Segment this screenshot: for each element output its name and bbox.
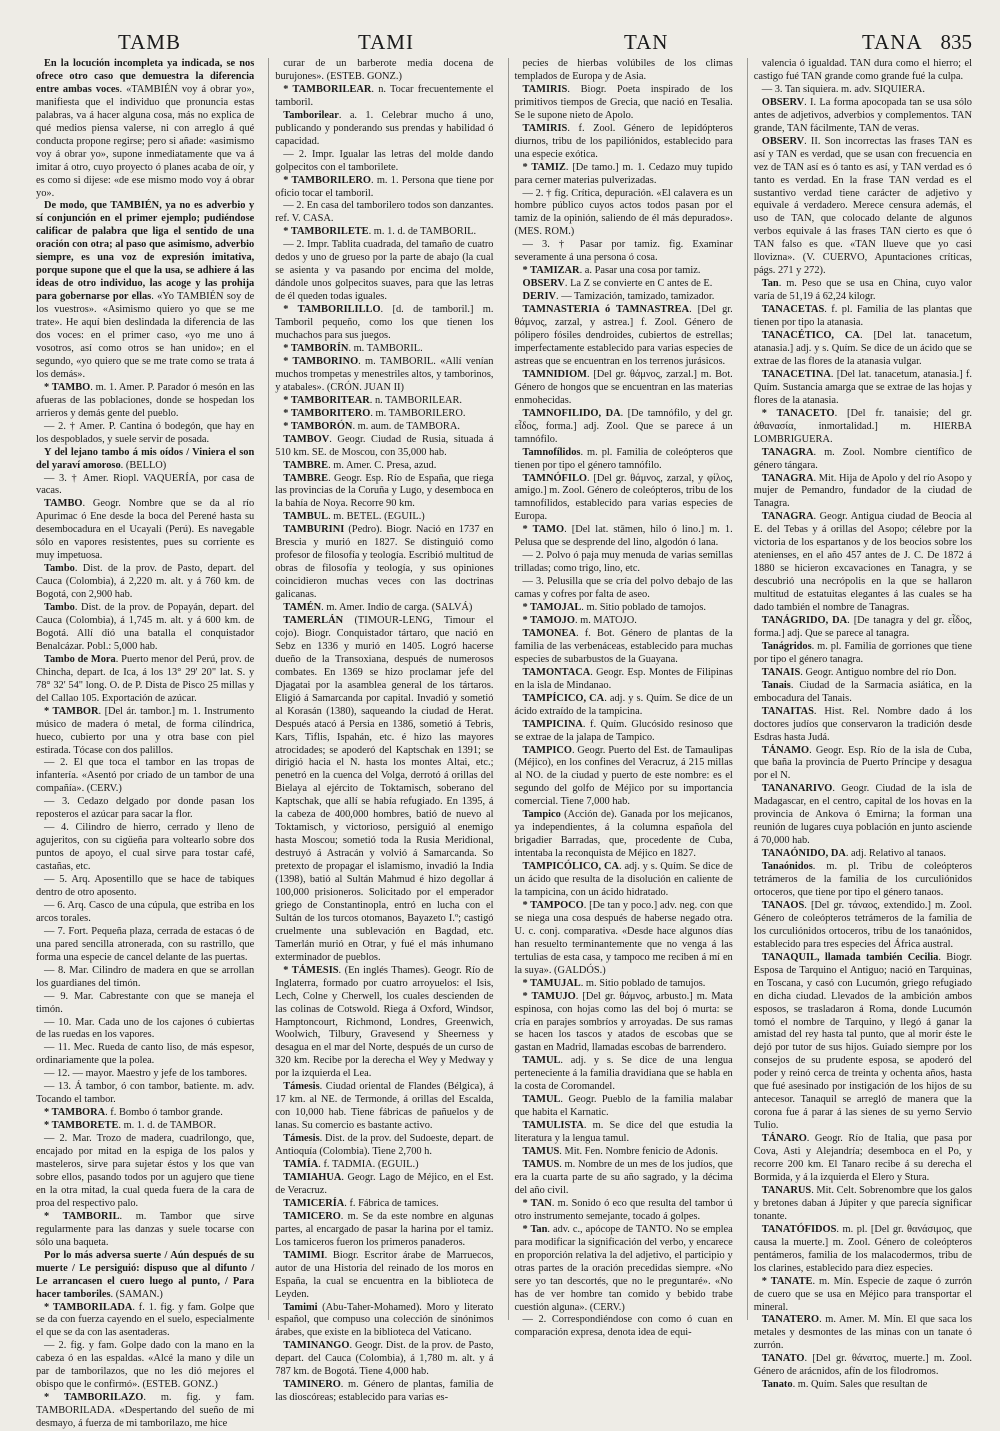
- dictionary-entry: * TAMBORA. f. Bombo ó tambor grande.: [44, 1107, 223, 1119]
- dictionary-entry: — 3. † Pasar por tamiz. fig. Examinar severamente á una persona ó cosa.: [514, 239, 733, 264]
- dictionary-entry: TAMUL. adj. y s. Se dice de una lengua perteneciente á la familia dravidiana que se habla en la costa de Coromandel.: [514, 1055, 733, 1093]
- dictionary-entry: * TAMBORITEAR. n. TAMBORILEAR.: [283, 394, 462, 406]
- dictionary-entry: TANACETAS. f. pl. Familia de las plantas que tienen por tipo la atanasia.: [753, 304, 972, 329]
- dictionary-entry: * TAMUJO. [Del gr. θάμνος, arbusto.] m. Mata espinosa, con hojas como las del boj ó murta: se cría en parajes sombríos y arroyadas. De sus ramas se hacen los tascos y atados de escobas que se gastan en Madrid, llamadas escobas de barrendero.: [514, 990, 733, 1054]
- dictionary-entry: OBSERV. II. Son incorrectas las frases TAN es así y TAN es verdad, que se usan con frecuencia en vez de TAN así es ó tanto es así, y TAN verdad es ó tanto es verdad. En la frase TAN verdad es el sustantivo verdad tiene carácter de adjetivo y equivale á verdadero. Merece censura además, el uso de TAN, que colocado delante de algunos verbos equivale á las frases TAN cierto es que ó TAN falso es que. «TAN llueve que yo casi llovizna». (V. CUERVO, Apuntaciones críticas, págs. 271 y 272).: [753, 135, 972, 277]
- dictionary-entry: TAMICERO. m. Se da este nombre en algunas partes, al encargado de pasar la harina por el tamiz. Los tamiceros fueron los primeros panaderos.: [275, 1210, 494, 1248]
- dictionary-entry: Tambo de Mora. Puerto menor del Perú, prov. de Chincha, depart. de Ica, á los 13° 29' 20" lat. S. y 78° 32' 54" long. O. de P. Dista de Pisco 25 millas y del Callao 105. Exportación de azúcar.: [36, 653, 255, 704]
- dictionary-entry: valencia ó igualdad. TAN dura como el hierro; el castigo fué TAN grande como grande fué la culpa.: [753, 58, 972, 82]
- dictionary-entry: * TAMBORILEAR. n. Tocar frecuentemente el tamboril.: [275, 83, 494, 108]
- column-2: [268, 58, 494, 1404]
- guide-word-4: TANA: [862, 30, 923, 54]
- dictionary-entry: — 4. Cilindro de hierro, cerrado y lleno de agujeritos, con su cigüeña para voltearlo sobre dos puntos de apoyo, el cual sirve para tostar café, castañas, etc.: [36, 822, 255, 873]
- dictionary-entry: — 12. — mayor. Maestro y jefe de los tambores.: [44, 1068, 248, 1080]
- dictionary-entry: TAMIRIS. f. Zool. Género de lepidópteros diurnos, tribu de los papiliónidos, establecido para una especie exótica.: [514, 122, 733, 160]
- dictionary-entry: OBSERV. I. La forma apocopada tan se usa sólo antes de adjetivos, adverbios y complementos. TAN grande, TAN fácilmente, TAN de veras.: [753, 96, 972, 134]
- dictionary-entry: * TANATE. m. Mín. Especie de zaque ó zurrón de cuero que se usa en Méjico para transportar el mineral.: [753, 1275, 972, 1313]
- dictionary-entry: * TAMBORITERO. m. TAMBORILERO.: [283, 407, 466, 419]
- dictionary-entry: * Tan. adv. c., apócope de TANTO. No se emplea para modificar la significación del verbo, y encarece en proporción relativa la del adjetivo, el participio y otras partes de la oración precedidas siempre. «No sere yo tan descortés, que no le preguntaré». «No has de ver hombre tan comido y bebido trabe cuestión alguna». (CERV.): [514, 1223, 733, 1313]
- dictionary-entry: * TÁMESIS. (En inglés Thames). Geogr. Río de Inglaterra, formado por cuatro arroyuelos: el Isis, Lech, Colne y Cherwell, los cuales descienden de las colinas de Cotswold. Riega á Oxford, Windsor, Hamptoncourt, Richmond, Londres, Greenwich, Woolwich, Tilbury, Gravesend y Sheerness y desagua en el mar del Norte, después de un curso de 320 km. Recibe por la derecha el Wey y Medway y por la izquierda el Lea.: [275, 964, 494, 1080]
- dictionary-entry: — 2. † fig. Crítica, depuración. «El calavera es un hombre público cuyos actos todos pasan por el tamiz de la opinión, saliendo de él más depurados». (MES. ROM.): [514, 187, 733, 238]
- dictionary-entry: TAMICERÍA. f. Fábrica de tamices.: [283, 1197, 439, 1209]
- dictionary-entry: Tanaónidos. m. pl. Tribu de coleópteros tetrámeros de la familia de los curculiónidos ortoceros, que tiene por tipo el género tanaos.: [753, 861, 972, 898]
- dictionary-entry: — 3. Tan siquiera. m. adv. SIQUIERA.: [761, 83, 925, 95]
- dictionary-entry: * TAMBORILERO. m. 1. Persona que tiene por oficio tocar el tamboril.: [275, 174, 494, 199]
- dictionary-entry: En la locución incompleta ya indicada, se nos ofrece otro caso que demuestra la diferencia entre ambas voces. «TAMBIÉN voy á obrar yo», manifiesta que el individuo que pronuncia estas palabras, va á hacer alguna cosa, más no explica de qué medios piensa valerse, ni con arreglo á qué conducta propone regirse; pero si añade: «asimismo voy á obrar yo», supone inmediatamente que va á imitar á otro, cuyo proyecto ó planes acaba de oír, y es como si dijese: «de ese mismo modo voy á obrar yo».: [36, 58, 255, 199]
- dictionary-entry: TAMONEA. f. Bot. Género de plantas de la familia de las verbenáceas, establecido para muchas especies de subarbustos de la Guayana.: [514, 627, 733, 665]
- dictionary-entry: Tamimi (Abu-Taher-Mohamed). Moro y literato español, que compuso una colección de sinónimos árabes, que existe en la biblioteca del Vaticano.: [275, 1301, 494, 1339]
- dictionary-entry: — 2. El que toca el tambor en las tropas de infantería. «Asentó por criado de un tambor de una compañía». (CERV.): [36, 757, 255, 795]
- dictionary-entry: TÁNAMO. Geogr. Esp. Río de la isla de Cuba, que baña la provincia de Puerto Príncipe y desagua por el N.: [753, 744, 972, 782]
- dictionary-entry: * TAMBORILADA. f. 1. fig. y fam. Golpe que se da con fuerza cayendo en el suelo, especialmente el que se da con las asentaderas.: [36, 1301, 255, 1339]
- column-1: [36, 58, 255, 1430]
- dictionary-entry: * TAMO. [Del lat. stāmen, hilo ó lino.] m. 1. Pelusa que se desprende del lino, algodón ó lana.: [514, 524, 733, 549]
- dictionary-entry: — 2. Impr. Tablita cuadrada, del tamaño de cuatro dedos y uno de grueso por la parte de abajo (la cual se asienta y va pasando por encima del molde, dándole unos golpecitos suaves, para que las letras de él queden todas iguales.: [275, 239, 494, 303]
- dictionary-entry: Tanágridos. m. pl. Familia de gorriones que tiene por tipo el género tanagra.: [753, 640, 972, 665]
- dictionary-entry: TANAGRA. m. Zool. Nombre científico de género tángara.: [753, 446, 972, 471]
- dictionary-entry: * TAMBORINO. m. TAMBORIL. «Allí venían muchos trompetas y menestriles altos, y tamborinos, y atabales». (CRÓN. JUAN II): [275, 355, 494, 393]
- dictionary-entry: TANACÉTICO, CA. [Del lat. tanacetum, atanasia.] adj. y s. Quím. Se dice de un ácido que se extrae de las flores de la atanasia vulgar.: [753, 330, 972, 367]
- dictionary-entry: — 10. Mar. Cada uno de los cajones ó cubiertas de las ruedas en los vapores.: [36, 1016, 255, 1041]
- dictionary-entry: — 2. † Amer. P. Cantina ó bodegón, que hay en los despoblados, y suele servir de posada.: [36, 420, 255, 445]
- dictionary-entry: TAMBOV. Geogr. Ciudad de Rusia, situada á 510 km. SE. de Moscou, con 35,000 hab.: [275, 433, 494, 458]
- dictionary-entry: — 6. Arq. Casco de una cúpula, que estriba en los arcos torales.: [36, 899, 255, 924]
- dictionary-entry: * TAMBORETE. m. 1. d. de TAMBOR.: [44, 1120, 217, 1132]
- dictionary-entry: Támesis. Ciudad oriental de Flandes (Bélgica), á 17 km. al NE. de Termonde, á orillas del Escalda, con 10,000 hab. Tiene fábricas de pañuelos y de lanas. Su comercio es bastante activo.: [275, 1081, 494, 1132]
- dictionary-entry: Tanato. m. Quím. Sales que resultan de: [761, 1379, 928, 1391]
- dictionary-entry: TAMNASTERIA ó TAMNASTREA. [Del gr. θάμνος, zarzal, y astrea.] f. Zool. Género de pólipero fósiles dendroides, cubiertos de estrellas; imperfectamente establecido para varias especies de astreas que se encuentran en los terrenos jurásicos.: [514, 304, 733, 367]
- column-3: [508, 58, 733, 1339]
- dictionary-entry: TANAIS. Geogr. Antiguo nombre del río Don.: [761, 666, 957, 678]
- column-4: [747, 58, 972, 1391]
- dictionary-entry: * TAMBORILAZO. m. fig. y fam. TAMBORILADA. «Despertando del sueño de mi desmayo, á fuerza de mi tamborilazo, me hice: [36, 1392, 255, 1430]
- dictionary-entry: TAMPICO. Geogr. Puerto del Est. de Tamaulipas (Méjico), en los confines del Veracruz, á 215 millas al NO. de la ciudad y puerto de este nombre: es el segundo del golfo de Méjico por su importancia comercial. Tiene 7,000 hab.: [514, 744, 733, 808]
- dictionary-entry: * TAMBORÓN. m. aum. de TAMBORA.: [283, 420, 460, 432]
- dictionary-entry: — 2. fig. y fam. Golpe dado con la mano en la cabeza ó en las espaldas. «Alcé la mano y dile un par de tamborilazos, que no les dió mejores el obispo que le confirmó». (ESTEB. GONZ.): [36, 1340, 255, 1391]
- dictionary-entry: TAMBURINI (Pedro). Biogr. Nació en 1737 en Brescia y murió en 1827. Se distinguió como profesor de filosofía y teología. Escribió multitud de obras de filosofía y teología, y sus opiniones coincidieron muchas veces con las doctrinas galicanas.: [275, 524, 494, 601]
- dictionary-entry: TAMINERO. m. Género de plantas, familia de las dioscóreas; establecido para varias es-: [275, 1379, 494, 1404]
- dictionary-entry: — 11. Mec. Rueda de canto liso, de más espesor, ordinariamente que la polea.: [36, 1042, 255, 1067]
- dictionary-entry: pecies de hierbas volúbiles de los climas templados de Europa y de Asia.: [514, 58, 733, 82]
- dictionary-entry: TAMULISTA. m. Se dice del que estudia la literatura y la lengua tamul.: [514, 1120, 733, 1145]
- dictionary-entry: TANATÓFIDOS. m. pl. [Del gr. θανάσιμος, que causa la muerte.] m. Zool. Género de coleópteros pentámeros, familia de los malacodermos, tribu de los clarines, establecido para diez especies.: [753, 1223, 972, 1274]
- dictionary-entry: Tamborilear. a. 1. Celebrar mucho á uno, publicando y ponderando sus prendas y habilidad ó capacidad.: [275, 109, 494, 147]
- dictionary-entry: Tanais. Ciudad de la Sarmacia asiática, en la embocadura del Tanais.: [753, 679, 972, 704]
- dictionary-entry: * TAMBORILETE. m. 1. d. de TAMBORIL.: [283, 226, 477, 238]
- guide-word-2: TAMI: [358, 30, 414, 54]
- dictionary-entry: TANAÓNIDO, DA. adj. Relativo al tanaos.: [761, 848, 946, 860]
- dictionary-entry: TAMERLÁN (TIMOUR-LENG, Timour el cojo). Biogr. Conquistador tártaro, que nació en Sebz en 1336 y murió en 1405. Logró hacerse dueño de la Transoxiana, después de numerosos combates. En 1369 se hizo proclamar jefe del Djagatai por la asamblea general de los tártaros. Eligió á Samarcanda por capital. Invadió y sometió al Korasán (1380), saqueando la ciudad de Herat. Después atacó á Persia en 1386, sometió á Tebris, Kars, Tiflis, Ispahán, etc. é hizo las mayores atrocidades; se apoderó del Kaptschak en 1391; se dirigió hacia el N. hasta los montes Altai, etc.; penetró en la cuenca del Volga, derrotó á orillas del Bielaya al ejército de Toktamisch, soberano del Kaptschak, que allí se había refugiado. En 1395, á la cabeza de 400,000 hombres, batió de nuevo al Toktamisch, y victorioso, persiguió al enemigo hasta Moscou; sometió toda la Rusia Meridional, destruyó á Astracán y volvió á Samarcanda. So pretexto de propagar el islamismo, invadió la India (1398), batió al Sultán Mahmud é hizo degollar á 100,000 prisioneros. Solicitado por el emperador griego de Constantinopla, entró en lucha con el Sultán de los turcos otomanos, Bayazeto I.º; castigó cruelmente una sublevación en Bagdad, etc. Tamerlán murió en Otrar, y fué el más inhumano exterminador de pueblos.: [275, 614, 494, 963]
- dictionary-entry: — 2. En casa del tamborilero todos son danzantes. ref. V. CASA.: [275, 200, 494, 225]
- dictionary-entry: Por lo más adversa suerte / Aún después de su muerte / Le persiguió: dispuso que al difunto / Le arrancasen el cuero luego al punto, / Para hacer tamboriles. (SAMAN.): [36, 1249, 255, 1300]
- dictionary-entry: TANATO. [Del gr. θάνατος, muerte.] m. Zool. Género de arácnidos, afín de los filodromos.: [753, 1353, 972, 1378]
- dictionary-entry: — 8. Mar. Cilindro de madera en que se arrollan los guardianes del timón.: [36, 964, 255, 989]
- dictionary-entry: * TAMBORÍN. m. TAMBORIL.: [283, 342, 423, 354]
- dictionary-entry: Tambo. Dist. de la prov. de Pasto, depart. del Cauca (Colombia), á 2,220 m. alt. y á 760 km. de Bogotá, con 2,900 hab.: [36, 563, 255, 601]
- dictionary-entry: * TAMOJAL. m. Sitio poblado de tamojos.: [522, 602, 706, 614]
- dictionary-entry: Tan. m. Peso que se usa en China, cuyo valor varía de 51,19 á 62,24 kilogr.: [753, 278, 972, 303]
- dictionary-entry: TAMUS. m. Nombre de un mes de los judíos, que era la cuarta parte de su año sagrado, y la décima del año civil.: [514, 1159, 733, 1196]
- dictionary-entry: — 2. Impr. Igualar las letras del molde dando golpecitos con el tamborilete.: [275, 148, 494, 173]
- dictionary-entry: De modo, que TAMBIÉN, ya no es adverbio y sí conjunción en el primer ejemplo; pudiéndose calificar de palabra que liga el sentido de una oración con otra; al paso que asimismo, adverbio siempre, es una voz de expresión imitativa, porque supone que el que la usa, se adhiere á las ideas de otro individuo, las acoge y las prohija para gobernarse por ellas. «Yo TAMBIÉN soy de los vuestros». «Asimismo quiero yo que se me trate». He aquí bien deslindada la diferencia de las dos voces: en el primer caso, «yo me uno á vosotros, así como otros se han unido»; en el segundo, «yo quiero que se me trate como se trata á los demás».: [36, 200, 255, 380]
- dictionary-entry: TAMNIDIOM. [Del gr. θάμνος, zarzal.] m. Bot. Género de hongos que se encuentran en las materias enmohecidas.: [514, 368, 733, 406]
- dictionary-entry: TAMPÍCICO, CA. adj. y s. Quím. Se dice de un ácido extraído de la tampicina.: [514, 692, 733, 717]
- dictionary-entry: — 13. Á tambor, ó con tambor, batiente. m. adv. Tocando el tambor.: [36, 1081, 255, 1106]
- dictionary-entry: TANAGRA. Geogr. Antigua ciudad de Beocia al E. del Tebas y á orillas del Asopo; célebre por la victoria de los espartanos y de los beocios sobre los atenienses, en el año 457 antes de J. C. De 1872 á 1880 se hicieron excavaciones en Tanagra, y se descubrió una necrópolis en la que se hallaron multitud de estatuitas elegantes á las cuales se ha dado también el nombre de Tanagras.: [753, 511, 972, 614]
- dictionary-entry: TAMBRE. m. Amer. C. Presa, azud.: [283, 459, 437, 471]
- dictionary-entry: TAMBUL. m. BETEL. (EGUIL.): [283, 511, 425, 523]
- dictionary-entry: TAMIMI. Biogr. Escritor árabe de Marruecos, autor de una Historia del reinado de los moros en España, la cual se encuentra en la biblioteca de Leyden.: [275, 1249, 494, 1300]
- dictionary-entry: TAMÉN. m. Amer. Indio de carga. (SALVÁ): [283, 602, 473, 614]
- dictionary-entry: TANATERO. m. Amer. M. Mín. El que saca los metales y desmontes de las minas con un tanate ó zurrón.: [753, 1314, 972, 1352]
- dictionary-entry: curar de un barberote media docena de burujones». (ESTEB. GONZ.): [275, 58, 494, 82]
- dictionary-entry: TAMONTACA. Geogr. Esp. Montes de Filipinas en la isla de Mindanao.: [514, 666, 733, 691]
- dictionary-entry: Tampico (Acción de). Ganada por los mejicanos, ya independientes, á la columna española del brigadier Barradas, que, procedente de Cuba, intentaba la reconquista de Méjico en 1827.: [514, 809, 733, 860]
- guide-word-3: TAN: [624, 30, 669, 54]
- dictionary-entry: * TAMBORIL. m. Tambor que sirve regularmente para las danzas y suele tocarse con sólo una baqueta.: [36, 1210, 255, 1248]
- dictionary-entry: Y del lejano tambo á mis oídos / Viniera el son del yaraví amoroso. (BELLO): [36, 446, 255, 471]
- dictionary-entry: DERIV. — Tamización, tamizado, tamizador.: [522, 291, 715, 303]
- dictionary-entry: TAMIRIS. Biogr. Poeta inspirado de los primitivos tiempos de Grecia, que nació en Tesalia. Se le supone nieto de Apolo.: [514, 83, 733, 121]
- dictionary-entry: TAMPICINA. f. Quím. Glucósido resinoso que se extrae de la jalapa de Tampico.: [514, 718, 733, 743]
- dictionary-entry: — 3. Cedazo delgado por donde pasan los reposteros el azúcar para sacar la flor.: [36, 796, 255, 821]
- dictionary-entry: TAMBO. Geogr. Nombre que se da al río Apurimac ó Ene desde la boca del Perené hasta su desembocadura en el Ucayali (Perú). Es navegable sólo en vapores resistentes, pues su corriente es muy impetuosa.: [36, 498, 255, 562]
- page-number: 835: [940, 30, 972, 54]
- text-columns: [36, 58, 972, 1430]
- dictionary-entry: TANAGRA. Mit. Hija de Apolo y del río Asopo y mujer de Pemandro, fundador de la ciudad de Tanagra.: [753, 472, 972, 510]
- page-header: [36, 0, 972, 58]
- dictionary-entry: TAMUL. Geogr. Pueblo de la familia malabar que habita el Karnatic.: [514, 1094, 733, 1119]
- dictionary-entry: TAMNÓFILO. [Del gr. θάμνος, zarzal, y φίλος, amigo.] m. Zool. Género de coleópteros, tribu de los tamnofílidos, establecido para varias especies de Europa.: [514, 472, 733, 523]
- dictionary-entry: * TAMUJAL. m. Sitio poblado de tamujos.: [522, 977, 706, 989]
- dictionary-entry: — 7. Fort. Pequeña plaza, cerrada de estacas ó de una pared sencilla atronerada, con su rastrillo, que forma una especie de cancel delante de las puertas.: [36, 925, 255, 963]
- dictionary-entry: TANAOS. [Del gr. τάναος, extendido.] m. Zool. Género de coleópteros tetrámeros de la familia de los curculiónidos ortoceros, tribu de los tanaónidos, establecido para tres especies del África austral.: [753, 899, 972, 950]
- dictionary-entry: OBSERV. La Z se convierte en C antes de E.: [522, 278, 713, 290]
- dictionary-entry: * TAMIZ. [De tamo.] m. 1. Cedazo muy tupido para cerner materias pulverizadas.: [514, 161, 733, 186]
- dictionary-entry: — 2. Correspondiéndose con como ó cuan en comparación expresa, denota idea de equi-: [514, 1314, 733, 1339]
- dictionary-entry: — 2. Mar. Trozo de madera, cuadrilongo, que, encajado por mitad en la espiga de los palos y masteleros, sirve para sujetar éstos y los que van sobre ellos, pasando todos por un agujero que tiene en la otra mitad, la cual queda fuera de la cara de proa del respectivo palo.: [36, 1133, 255, 1209]
- guide-word-1: TAMB: [118, 30, 181, 54]
- dictionary-entry: TAMÍA. f. TADMIA. (EGUIL.): [283, 1159, 419, 1171]
- dictionary-entry: TAMPICÓLICO, CA. adj. y s. Quím. Se dice de un ácido que resulta de la disolución en caliente de la tampicina, con un ácido hidratado.: [514, 861, 733, 898]
- dictionary-entry: TAMUS. Mit. Fen. Nombre fenicio de Adonis.: [522, 1146, 718, 1158]
- dictionary-entry: Tambo. Dist. de la prov. de Popayán, depart. del Cauca (Colombia), á 1,745 m. alt. y á 600 km. de Bogotá. Allí dió una batalla el conquistador Benalcázar. Pobl.: 5,000 hab.: [36, 602, 255, 652]
- dictionary-entry: TAMINANGO. Geogr. Dist. de la prov. de Pasto, depart. del Cauca (Colombia), á 1,780 m. alt. y á 787 km. de Bogotá. Tiene 4,000 hab.: [275, 1340, 494, 1378]
- dictionary-entry: Tamnofílidos. m. pl. Familia de coleópteros que tienen por tipo el género tamnófilo.: [514, 446, 733, 471]
- dictionary-entry: — 3. Pelusilla que se cría del polvo debajo de las camas y cofres por falta de aseo.: [514, 576, 733, 601]
- dictionary-entry: TAMBRE. Geogr. Esp. Río de España, que riega las provincias de la Coruña y Lugo, y desemboca en la bahía de Noya. Recorre 90 km.: [275, 472, 494, 510]
- dictionary-entry: TAMIAHUA. Geogr. Lago de Méjico, en el Est. de Veracruz.: [275, 1171, 494, 1196]
- dictionary-entry: TANARUS. Mit. Celt. Sobrenombre que los galos y bretones daban á Júpiter y que parecía significar tonante.: [753, 1184, 972, 1222]
- dictionary-entry: — 9. Mar. Cabrestante con que se maneja el timón.: [36, 990, 255, 1015]
- dictionary-entry: — 2. Polvo ó paja muy menuda de varias semillas trilladas; como trigo, lino, etc.: [514, 550, 733, 575]
- dictionary-entry: * TAMPOCO. [De tan y poco.] adv. neg. con que se niega una cosa después de haberse negado otra. U. c. conj. comparativa. «Desde hace algunos días han resuelto terminantemente que no venga á las tertulias de esta casa, y tampoco me reciben á mí en la suya». (GALDÓS.): [514, 899, 733, 976]
- dictionary-entry: Támesis. Dist. de la prov. del Sudoeste, depart. de Antioquía (Colombia). Tiene 2,700 h.: [275, 1133, 494, 1158]
- dictionary-entry: TANAITAS. Hist. Rel. Nombre dado á los doctores judíos que conservaron la tradición desde Esdras hasta Judá.: [753, 705, 972, 743]
- dictionary-entry: — 5. Arq. Aposentillo que se hace de tabiques dentro de otro aposento.: [36, 874, 255, 898]
- dictionary-entry: TANÁGRIDO, DA. [De tanagra y del gr. εἶδος, forma.] adj. Que se parece al tanagra.: [753, 614, 972, 639]
- dictionary-entry: TANANARIVO. Geogr. Ciudad de la isla de Madagascar, en el centro, capital de los hovas en la provincia de Ankova ó Emirna; la forman una reunión de lugares cuya población en junto asciende á 70,000 hab.: [753, 783, 972, 847]
- dictionary-entry: TÁNARO. Geogr. Río de Italia, que pasa por Cova, Asti y Alejandría; desemboca en el Po, y recorre 200 km. El Tanaro recibe á su derecha el Bormida, y á la izquierda el Elero y Stura.: [753, 1133, 972, 1183]
- dictionary-entry: * TAMBORILILLO. [d. de tamboril.] m. Tamboril pequeño, como los que tienen los muchachos para sus juegos.: [275, 304, 494, 342]
- dictionary-entry: * TAMIZAR. a. Pasar una cosa por tamiz.: [522, 265, 701, 277]
- dictionary-entry: TANAQUIL, llamada también Cecilia. Biogr. Esposa de Tarquino el Antiguo; nació en Tarquinas, en Toscana, y casó con Lucumón, griego refugiado en dicha ciudad. Llevados de la ambición ambos esposos, se trasladaron á Roma, donde Lucumón tomó el nombre de Tarquino, y llegó á ganar la amistad del rey hasta tal punto, que al morir éste le dejó por tutor de sus hijos. Guiado siempre por los consejos de su prudente esposa, se apoderó del poder y reinó cerca de treinta y ochenta años, hasta que fué asesinado por instigación de los hijos de su antecesor. Tanaquil se arregló de manera que la corona fue á parar á las sienes de su yerno Servio Tulio.: [753, 951, 972, 1132]
- dictionary-entry: * TAN. m. Sonido ó eco que resulta del tambor ú otro instrumento semejante, tocado á golpes.: [514, 1197, 733, 1222]
- dictionary-entry: * TAMBO. m. 1. Amer. P. Parador ó mesón en las afueras de las poblaciones, donde se hospedan los arrieros y demás gente del pueblo.: [36, 381, 255, 419]
- dictionary-entry: * TANACETO. [Del fr. tanaisie; del gr. ἀθανασία, inmortalidad.] m. HIERBA LOMBRIGUERA.: [753, 407, 972, 445]
- dictionary-entry: TAMNOFILIDO, DA. [De tamnófilo, y del gr. εἶδος, forma.] adj. Zool. Que se parece á un tamnófilo.: [514, 407, 733, 445]
- dictionary-entry: * TAMOJO. m. MATOJO.: [522, 614, 637, 626]
- dictionary-entry: — 3. † Amer. Riopl. VAQUERÍA, por casa de vacas.: [36, 472, 255, 497]
- dictionary-entry: TANACETINA. [Del lat. tanacetum, atanasia.] f. Quím. Sustancia amarga que se extrae de las hojas y flores de la atanasia.: [753, 368, 972, 406]
- dictionary-entry: * TAMBOR. [Del ár. tambor.] m. 1. Instrumento músico de madera ó metal, de forma cilíndrica, hueco, cubierto por una y otra base con piel estirada. Tócase con dos palillos.: [36, 705, 255, 756]
